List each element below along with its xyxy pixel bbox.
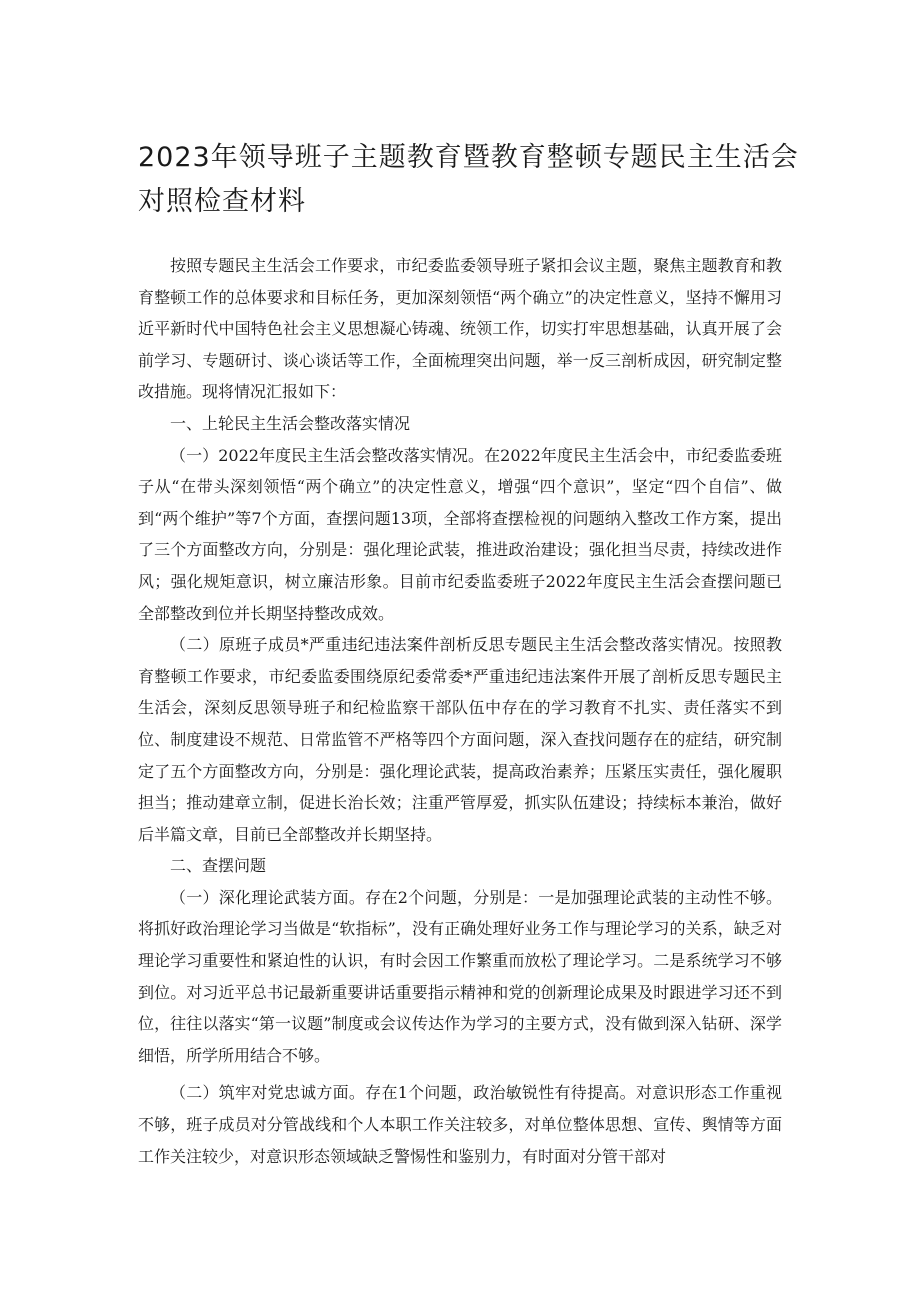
- paragraph-1-1: （一）2022年度民主生活会整改落实情况。在2022年度民主生活会中，市纪委监委班子从“在带头深刻领悟“两个确立”的决定性意义，增强“四个意识”，坚定“四个自信”、做到“两个维护”等7个方面，查摆问题13项，全部将查摆检视的问题纳入整改工作方案，提出了三个方面整改方向，分别是：强化理论武装，推进政治建设；强化担当尽责，持续改进作风；强化规矩意识，树立廉洁形象。目前市纪委监委班子2022年度民主生活会查摆问题已全部整改到位并长期坚持整改成效。: [138, 445, 782, 623]
- title-line-2: 对照检查材料: [138, 186, 306, 217]
- paragraph-1-2: （二）原班子成员*严重违纪违法案件剖析反思专题民主生活会整改落实情况。按照教育整顿工作要求，市纪委监委围绕原纪委常委*严重违纪违法案件开展了剖析反思专题民主生活会，深刻反思领导班子和纪检监察干部队伍中存在的学习教育不扎实、责任落实不到位、制度建设不规范、日常监管不严格等四个方面问题，深入查找问题存在的症结，研究制定了五个方面整改方向，分别是：强化理论武装，提高政治素养；压紧压实责任，强化履职担当；推动建章立制，促进长治长效；注重严管厚爱，抓实队伍建设；持续标本兼治，做好后半篇文章，目前已全部整改并长期坚持。: [138, 635, 782, 844]
- document-body: [138, 250, 782, 1172]
- section-heading-1: 一、上轮民主生活会整改落实情况: [170, 413, 411, 433]
- paragraph-2-2: （二）筑牢对党忠诚方面。存在1个问题，政治敏锐性有待提高。对意识形态工作重视不够，班子成员对分管战线和个人本职工作关注较多，对单位整体思想、宣传、舆情等方面工作关注较少，对意识形态领域缺乏警惕性和鉴别力，有时面对分管干部对: [138, 1083, 782, 1166]
- document-title: [138, 136, 799, 224]
- section-heading-2: 二、查摆问题: [170, 856, 267, 876]
- intro-paragraph: 按照专题民主生活会工作要求，市纪委监委领导班子紧扣会议主题，聚焦主题教育和教育整顿工作的总体要求和目标任务，更加深刻领悟“两个确立”的决定性意义，坚持不懈用习近平新时代中国特色社会主义思想凝心铸魂、统领工作，切实打牢思想基础，认真开展了会前学习、专题研讨、谈心谈话等工作，全面梳理突出问题，举一反三剖析成因，研究制定整改措施。现将情况汇报如下：: [138, 256, 782, 402]
- title-line-1: 2023年领导班子主题教育暨教育整顿专题民主生活会: [138, 142, 799, 173]
- paragraph-2-1: （一）深化理论武装方面。存在2个问题，分别是：一是加强理论武装的主动性不够。将抓好政治理论学习当做是“软指标”，没有正确处理好业务工作与理论学习的关系，缺乏对理论学习重要性和紧迫性的认识，有时会因工作繁重而放松了理论学习。二是系统学习不够到位。对习近平总书记最新重要讲话重要指示精神和党的创新理论成果及时跟进学习还不到位，往往以落实“第一议题”制度或会议传达作为学习的主要方式，没有做到深入钻研、深学细悟，所学所用结合不够。: [138, 887, 782, 1065]
